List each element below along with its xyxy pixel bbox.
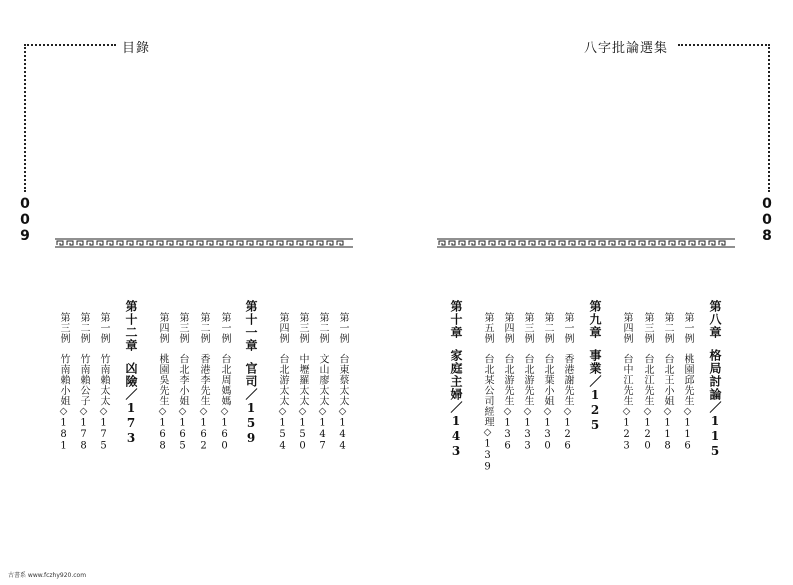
right-toc-entry-3 bbox=[641, 312, 653, 452]
entry-text: 台北游先生◇133 bbox=[522, 353, 533, 452]
entry-label: 第二例 bbox=[78, 312, 89, 344]
entry-label: 第二例 bbox=[198, 312, 209, 344]
right-toc-entry-6 bbox=[541, 312, 553, 452]
right-toc-entry-7 bbox=[521, 312, 533, 452]
entry-text: 竹南賴小姐◇181 bbox=[58, 353, 69, 452]
chapter-text: 官司／159 bbox=[244, 362, 258, 446]
entry-label: 第一例 bbox=[562, 312, 573, 344]
chapter-label: 第十二章 bbox=[124, 300, 138, 352]
left-header-rule bbox=[24, 44, 116, 46]
left-running-title: 目錄 bbox=[122, 41, 151, 56]
left-toc-entry-5 bbox=[218, 312, 230, 452]
right-chapter-8 bbox=[709, 300, 721, 459]
entry-text: 台北葉小姐◇130 bbox=[542, 353, 553, 452]
chapter-text: 凶險／173 bbox=[124, 362, 138, 446]
chapter-label: 第八章 bbox=[708, 300, 722, 339]
right-header-rule bbox=[678, 44, 770, 46]
right-page-number bbox=[759, 196, 775, 247]
right-chapter-9 bbox=[589, 300, 601, 433]
entry-text: 竹南賴太太◇175 bbox=[98, 353, 109, 452]
chapter-label: 第十一章 bbox=[244, 300, 258, 352]
right-page-number-text: 008 bbox=[759, 196, 775, 244]
entry-label: 第四例 bbox=[157, 312, 168, 344]
left-toc-entry-10 bbox=[77, 312, 89, 452]
entry-text: 台北周媽媽◇160 bbox=[219, 353, 230, 452]
left-toc-entry-3 bbox=[296, 312, 308, 452]
entry-label: 第一例 bbox=[219, 312, 230, 344]
entry-label: 第三例 bbox=[642, 312, 653, 344]
left-chapter-12 bbox=[125, 300, 137, 446]
left-page-number bbox=[17, 196, 33, 247]
right-toc-entry-2 bbox=[661, 312, 673, 452]
entry-label: 第三例 bbox=[297, 312, 308, 344]
chapter-label: 第十章 bbox=[449, 300, 463, 339]
footer-watermark: 古書系 www.fczhy920.com bbox=[8, 572, 87, 579]
right-fret-border bbox=[437, 238, 735, 248]
right-chapter-10 bbox=[450, 300, 462, 459]
left-border-rule bbox=[24, 44, 26, 192]
entry-text: 台北某公司經理◇139 bbox=[482, 353, 493, 473]
entry-text: 台北李小姐◇165 bbox=[177, 353, 188, 452]
entry-text: 香港謝先生◇126 bbox=[562, 353, 573, 452]
entry-label: 第四例 bbox=[502, 312, 513, 344]
entry-text: 台東蔡太太◇144 bbox=[337, 353, 348, 452]
entry-text: 台北王小姐◇118 bbox=[662, 353, 673, 452]
entry-label: 第三例 bbox=[522, 312, 533, 344]
chapter-label: 第九章 bbox=[588, 300, 602, 339]
entry-text: 香港李先生◇162 bbox=[198, 353, 209, 452]
left-chapter-11 bbox=[245, 300, 257, 446]
left-toc-entry-1 bbox=[336, 312, 348, 452]
entry-label: 第二例 bbox=[662, 312, 673, 344]
entry-text: 桃園邱先生◇116 bbox=[682, 353, 693, 452]
right-border-rule bbox=[768, 44, 770, 192]
right-toc-entry-8 bbox=[501, 312, 513, 452]
left-fret-border bbox=[55, 238, 353, 248]
entry-label: 第四例 bbox=[277, 312, 288, 344]
entry-label: 第三例 bbox=[177, 312, 188, 344]
entry-text: 桃園吳先生◇168 bbox=[157, 353, 168, 452]
entry-label: 第一例 bbox=[337, 312, 348, 344]
entry-label: 第三例 bbox=[58, 312, 69, 344]
entry-text: 台北游先生◇136 bbox=[502, 353, 513, 452]
entry-text: 文山廖太太◇147 bbox=[317, 353, 328, 452]
right-toc-entry-4 bbox=[620, 312, 632, 452]
left-page-number-text: 009 bbox=[17, 196, 33, 244]
entry-label: 第二例 bbox=[542, 312, 553, 344]
entry-label: 第一例 bbox=[98, 312, 109, 344]
entry-label: 第一例 bbox=[682, 312, 693, 344]
chapter-text: 家庭主婦／143 bbox=[449, 349, 463, 459]
entry-text: 台中江先生◇123 bbox=[621, 353, 632, 452]
entry-text: 竹南賴公子◇178 bbox=[78, 353, 89, 452]
entry-text: 台北游太太◇154 bbox=[277, 353, 288, 452]
entry-label: 第五例 bbox=[482, 312, 493, 344]
left-toc-entry-6 bbox=[197, 312, 209, 452]
entry-label: 第四例 bbox=[621, 312, 632, 344]
left-toc-entry-8 bbox=[156, 312, 168, 452]
left-toc-entry-9 bbox=[97, 312, 109, 452]
left-toc-entry-11 bbox=[57, 312, 69, 452]
chapter-text: 格局討論／115 bbox=[708, 349, 722, 459]
entry-text: 台北江先生◇120 bbox=[642, 353, 653, 452]
chapter-text: 事業／125 bbox=[588, 349, 602, 433]
entry-label: 第二例 bbox=[317, 312, 328, 344]
left-toc-entry-2 bbox=[316, 312, 328, 452]
right-running-title: 八字批論選集 bbox=[584, 41, 669, 56]
right-toc-entry-9 bbox=[481, 312, 493, 473]
left-toc-entry-7 bbox=[176, 312, 188, 452]
right-toc-entry-1 bbox=[681, 312, 693, 452]
left-toc-entry-4 bbox=[276, 312, 288, 452]
right-toc-entry-5 bbox=[561, 312, 573, 452]
entry-text: 中壢羅太太◇150 bbox=[297, 353, 308, 452]
